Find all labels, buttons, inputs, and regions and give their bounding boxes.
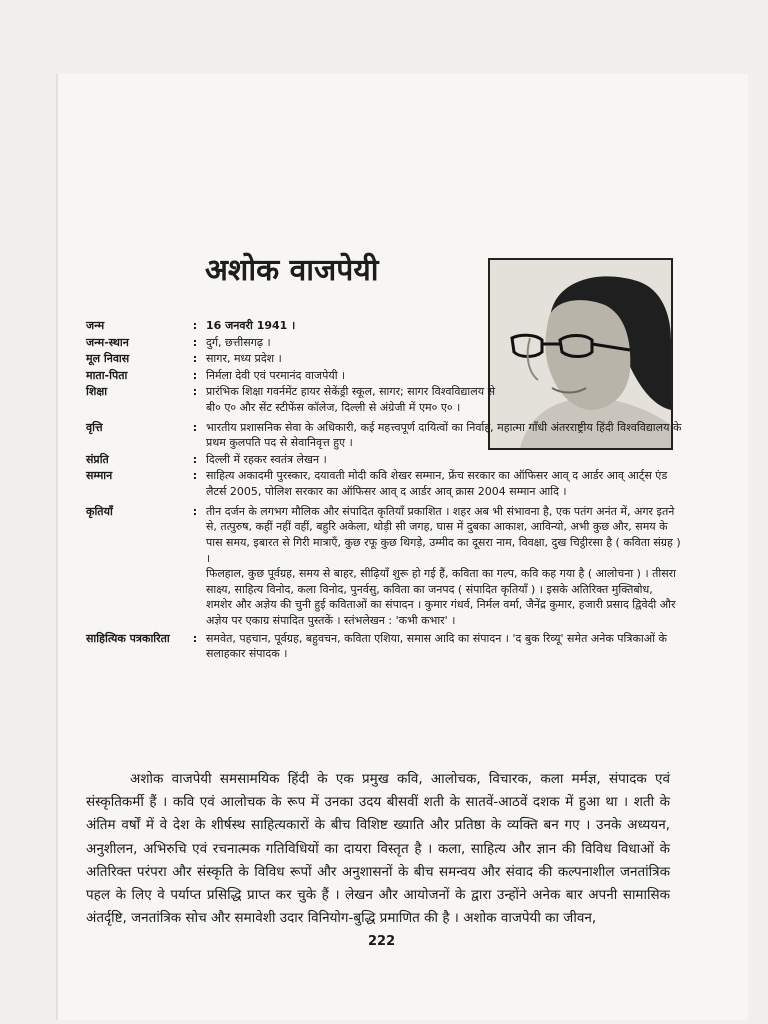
detail-label: साहित्यिक पत्रकारिता [86, 631, 170, 645]
detail-value-text: 16 जनवरी 1941 । [206, 319, 296, 332]
detail-value-text: दुर्ग, छत्तीसगढ़ । [206, 335, 271, 349]
detail-value [206, 452, 682, 468]
detail-colon: : [192, 385, 198, 399]
detail-value [206, 504, 682, 629]
detail-value [206, 318, 496, 334]
detail-row-profession [86, 420, 682, 451]
detail-label: माता-पिता [86, 368, 128, 382]
detail-label: संप्रति [86, 452, 109, 466]
detail-colon: : [192, 504, 198, 518]
detail-row-birthplace [86, 335, 682, 351]
detail-label: जन्म-स्थान [86, 335, 129, 349]
detail-row-currently [86, 452, 682, 468]
detail-label: कृतियाँ [86, 504, 113, 518]
detail-value [206, 631, 682, 662]
detail-value-text: समवेत, पहचान, पूर्वग्रह, बहुवचन, कविता एशिया, समास आदि का संपादन । 'द बुक रिव्यू' समेत अनेक पत्रिकाओं के सलाहकार संपादक । [206, 631, 667, 661]
detail-value-text: भारतीय प्रशासनिक सेवा के अधिकारी, कई महत्त्वपूर्ण दायित्वों का निर्वाह, महात्मा गाँधी अंतरराष्ट्रीय हिंदी विश्वविद्यालय के प्रथम कुलपति पद से सेवानिवृत्त हुए । [206, 420, 682, 450]
detail-row-honours [86, 468, 682, 499]
detail-value [206, 351, 496, 367]
detail-colon: : [192, 469, 198, 483]
detail-colon: : [192, 420, 198, 434]
detail-label: वृत्ति [86, 420, 103, 434]
detail-label: शिक्षा [86, 385, 108, 399]
detail-colon: : [192, 335, 198, 349]
detail-value [206, 335, 496, 351]
page-number: 222 [368, 934, 396, 949]
detail-row-works [86, 504, 682, 629]
detail-value [206, 420, 682, 451]
detail-value-text: निर्मला देवी एवं परमानंद वाजपेयी । [206, 368, 346, 382]
detail-colon: : [192, 368, 198, 382]
detail-row-parents [86, 368, 682, 384]
detail-label: मूल निवास [86, 352, 130, 366]
detail-value-text: दिल्ली में रहकर स्वतंत्र लेखन । [206, 452, 327, 466]
detail-value [206, 368, 496, 384]
detail-value-text-continued: फिलहाल, कुछ पूर्वग्रह, समय से बाहर, सीढ़ियाँ शुरू हो गई हैं, कविता का गल्प, कवि कह गया है ( आलोचना ) । तीसरा साक्ष्य, साहित्य विनोद, कला विनोद, पुनर्वसु, कविता का जनपद ( संपादित कृतियाँ ) । इसके अतिरिक्त मुक्तिबोध, शमशेर और अज्ञेय की चुनी हुई कविताओं का संपादन । कुमार गंधर्व, निर्मल वर्मा, जैनेंद्र कुमार, हजारी प्रसाद द्विवेदी और अज्ञेय पर एकाग्र संपादित पुस्तकें । स्तंभलेखन : 'कभी कभार' । [206, 567, 677, 627]
detail-label: जन्म [86, 319, 105, 332]
detail-colon: : [192, 452, 198, 466]
detail-colon: : [192, 631, 198, 645]
detail-row-native-place [86, 351, 682, 367]
detail-row-journalism [86, 631, 682, 662]
detail-label: सम्मान [86, 469, 113, 483]
biography-paragraph: अशोक वाजपेयी समसामयिक हिंदी के एक प्रमुख कवि, आलोचक, विचारक, कला मर्मज्ञ, संपादक एवं संस्कृतिकर्मी हैं । कवि एवं आलोचक के रूप में उनका उदय बीसवीं शती के सातवें-आठवें दशक में हुआ था । शती के अंतिम वर्षों में वे देश के शीर्षस्थ साहित्यकारों के बीच विशिष्ट ख्याति और प्रतिष्ठा के व्यक्ति बन गए । उनके अध्ययन, अनुशीलन, अभिरुचि एवं रचनात्मक गतिविधियों का दायरा विस्तृत है । कला, साहित्य और ज्ञान की विविध विधाओं के अतिरिक्त परंपरा और संस्कृति के विविध रूपों और अनुशासनों के बीच समन्वय और संवाद की कल्पनाशील जनतांत्रिक पहल के लिए वे पर्याप्त प्रसिद्धि प्राप्त कर चुके हैं । लेखन और आयोजनों के द्वारा उन्होंने अनेक बार अपनी सामासिक अंतर्दृष्टि, जनतांत्रिक सोच और समावेशी उदार विनियोग-बुद्धि प्रमाणित की है । अशोक वाजपेयी का जीवन, [86, 771, 670, 927]
detail-row-birth [86, 318, 682, 334]
detail-row-education [86, 384, 682, 415]
detail-value-text: तीन दर्जन के लगभग मौलिक और संपादित कृतियाँ प्रकाशित । शहर अब भी संभावना है, एक पतंग अनंत में, अगर इतने से, तत्पुरुष, कहीं नहीं वहीं, बहुरि अकेला, थोड़ी सी जगह, घास में दुबका आकाश, आविन्यो, अभी कुछ और, समय के पास समय, इबारत से गिरी मात्राएँ, कुछ रफू कुछ थिगड़े, उम्मीद का दूसरा नाम, विवक्षा, दुख चिट्ठीरसा है ( कविता संग्रह ) । [206, 504, 681, 565]
detail-colon: : [192, 352, 198, 366]
detail-value-text: साहित्य अकादमी पुरस्कार, दयावती मोदी कवि शेखर सम्मान, फ्रेंच सरकार का ऑफिसर आव् द आर्डर आव् आर्ट्स एंड लैटर्स 2005, पोलिश सरकार का ऑफिसर आव् द आर्डर आव् क्रास 2004 सम्मान आदि । [206, 469, 668, 499]
detail-value [206, 468, 682, 499]
author-details [86, 318, 682, 663]
detail-value-text: सागर, मध्य प्रदेश । [206, 352, 282, 366]
detail-value-text: प्रारंभिक शिक्षा गवर्नमेंट हायर सेकेंड्री स्कूल, सागर; सागर विश्वविद्यालय से बी० ए० और सेंट स्टीफेंस कॉलेज, दिल्ली से अंग्रेजी में एम० ए० । [206, 385, 496, 415]
detail-value [206, 384, 496, 415]
page-title: अशोक वाजपेयी [205, 253, 379, 288]
detail-colon: : [192, 319, 198, 332]
